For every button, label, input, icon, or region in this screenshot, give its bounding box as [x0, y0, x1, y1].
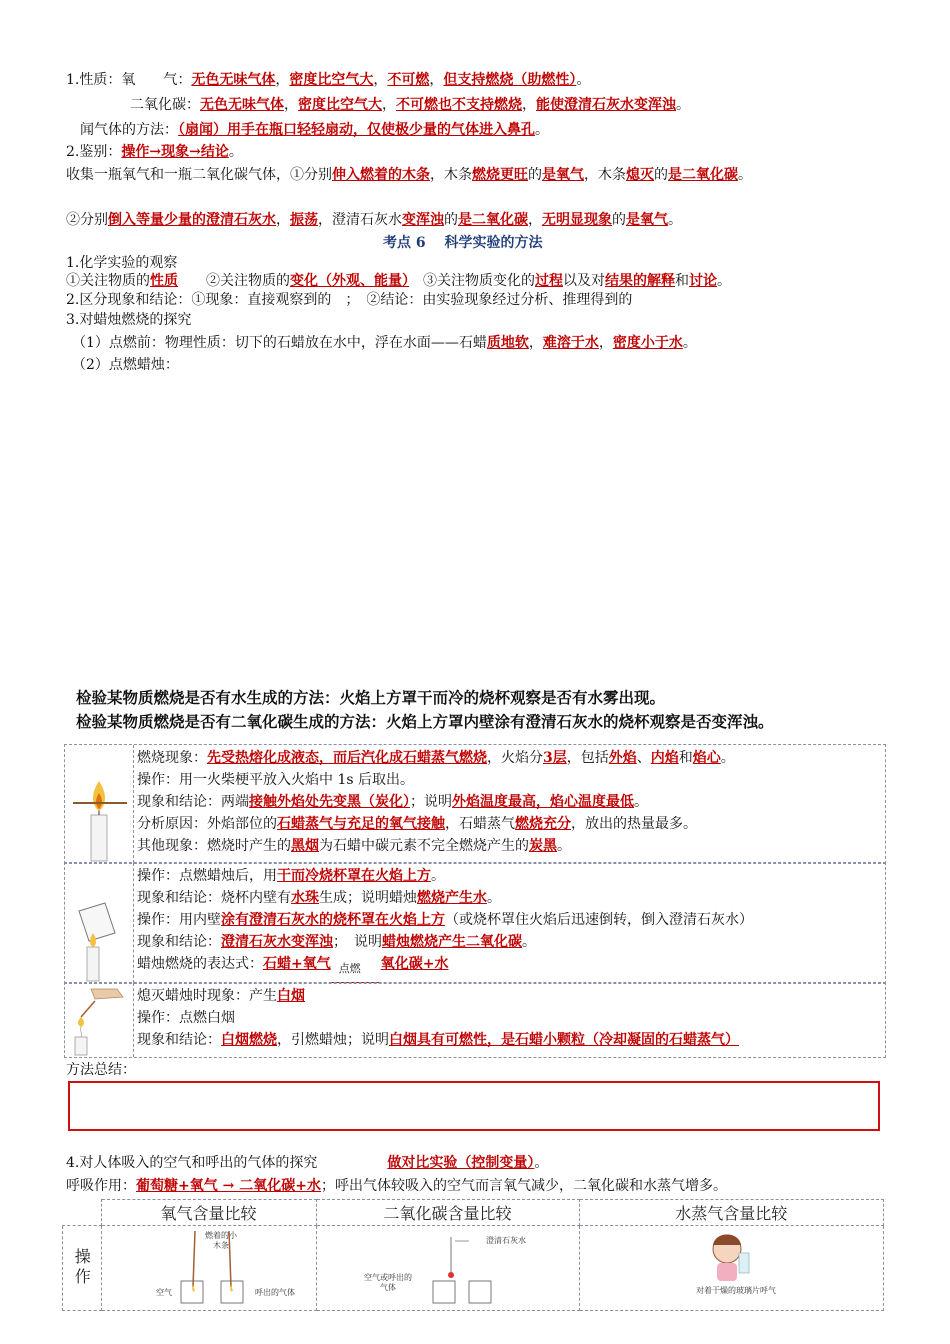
water-test-method: 检验某物质燃烧是否有水生成的方法：火焰上方罩干而冷的烧杯观察是否有水雾出现。: [76, 688, 666, 707]
answer: 不可燃也不支持燃烧: [396, 97, 522, 113]
beaker-over-candle-icon: [65, 863, 133, 983]
water-vapor-experiment-cell: [579, 1226, 884, 1311]
answer: （扇闻）用手在瓶口轻轻扇动，仅使极少量的气体进入鼻孔: [178, 122, 535, 138]
observation-title: 1.化学实验的观察: [66, 255, 178, 271]
candle-match-image: [65, 745, 134, 863]
label: 闻气体的方法：: [80, 122, 178, 138]
identify-method-2: ②分别倒入等量少量的澄清石灰水，振荡，澄清石灰水变浑浊的是二氧化碳，无明显现象的是氧气。: [66, 212, 682, 228]
lit-title: （2）点燃蜡烛：: [72, 357, 179, 373]
limewater-bottles-icon: [323, 1227, 573, 1305]
img-label-limewater: 澄清石灰水: [485, 1236, 526, 1245]
answer: 但支持燃烧（助燃性）: [443, 72, 577, 88]
co2-experiment-cell: [316, 1226, 579, 1311]
table-header: 二氧化碳含量比较: [316, 1200, 579, 1226]
summary-answer-box[interactable]: [68, 1081, 880, 1131]
answer: 操作→现象→结论: [121, 144, 229, 160]
table-corner: [63, 1200, 102, 1226]
smoke-text: 熄灭蜡烛时现象：产生白烟 操作：点燃白烟 现象和结论：白烟燃烧，引燃蜡烛；说明白烟具有可燃性，是石蜡小颗粒（冷却凝固的石蜡蒸气）: [137, 988, 739, 1048]
answer: 无色无味气体: [200, 97, 284, 113]
identify-method-1: 收集一瓶氧气和一瓶二氧化碳气体，①分别伸入燃着的木条，木条燃烧更旺的是氧气，木条熄灭的是二氧化碳。: [66, 167, 752, 183]
co2-test-method: 检验某物质燃烧是否有二氧化碳生成的方法：火焰上方罩内壁涂有澄清石灰水的烧杯观察是否变浑浊。: [76, 712, 774, 731]
answer: 无色无味气体: [191, 72, 276, 88]
before-lighting-line: （1）点燃前：物理性质：切下的石蜡放在水中，浮在水面——石蜡质地软，难溶于水，密度小于水。: [72, 335, 697, 351]
img-label-stick: 燃着的小木条: [204, 1231, 237, 1250]
section-heading: 考点 6 科学实验的方法: [383, 235, 543, 251]
img-label-exhaled: 呼出的气体: [254, 1288, 295, 1297]
row-label: 操作: [63, 1226, 102, 1311]
observation-line: ①关注物质的性质 ②关注物质的变化（外观、能量） ③关注物质变化的过程以及对结果的解释和讨论。: [66, 273, 731, 289]
candle-title: 3.对蜡烛燃烧的探究: [66, 312, 192, 328]
table-header: 氧气含量比较: [101, 1200, 316, 1226]
table-header: 水蒸气含量比较: [579, 1200, 884, 1226]
img-label-air: 空气: [155, 1288, 172, 1297]
label: 2.鉴别：: [66, 144, 122, 160]
identify-line: 2.鉴别：操作→现象→结论。: [66, 144, 243, 160]
label: 二氧化碳：: [130, 97, 200, 113]
flame-text: 燃烧现象：先受热熔化成液态，而后汽化成石蜡蒸气燃烧，火焰分3层，包括外焰、内焰和焰心。 操作：用一火柴梗平放入火焰中 1s 后取出。 现象和结论：两端接触外焰处先变黑（炭化）；说明外焰温度最高，焰心温度最低。 分析原因：外焰部位的石蜡蒸气与充足的氧气接触，石蜡蒸气燃烧充分，放出的热量最多。 其他现象：燃烧时产生的黑烟为石蜡中碳元素不完全燃烧产生的炭黑。: [137, 750, 735, 854]
answer: 密度比空气大: [289, 72, 374, 88]
answer: 能使澄清石灰水变浑浊: [536, 97, 676, 113]
comparison-table: [62, 1199, 884, 1311]
distinguish-line: 2.区分现象和结论：①现象：直接观察到的 ； ②结论：由实验现象经过分析、推理得到的: [66, 292, 633, 308]
summary-label: 方法总结：: [66, 1062, 136, 1078]
extinguished-candle-icon: [65, 983, 133, 1057]
respiration-line: 呼吸作用：葡萄糖+氧气 → 二氧化碳+水；呼出气体较吸入的空气而言氧气减少，二氧化碳和水蒸气增多。: [66, 1178, 727, 1194]
experiment-row-smoke: [64, 982, 886, 1058]
answer: 不可燃: [387, 72, 430, 88]
property-oxygen-line: 1.性质：氧 气：无色无味气体，密度比空气大，不可燃，但支持燃烧（助燃性）。: [66, 72, 591, 88]
property-co2-line: 二氧化碳：无色无味气体，密度比空气大，不可燃也不支持燃烧，能使澄清石灰水变浑浊。: [130, 97, 690, 113]
label: 1.性质：氧 气：: [66, 72, 192, 88]
girl-breathing-icon: [631, 1227, 831, 1305]
bottles-with-stick-icon: [109, 1227, 309, 1305]
experiment-row-flame: [64, 744, 886, 864]
experiment-row-products: [64, 862, 886, 984]
reaction-condition: 点燃: [338, 962, 361, 975]
smell-method-line: 闻气体的方法：（扇闻）用手在瓶口轻轻扇动，仅使极少量的气体进入鼻孔。: [80, 122, 549, 138]
img-label-breath-glass: 对着干燥的玻璃片呼气: [696, 1286, 777, 1295]
answer: 密度比空气大: [298, 97, 382, 113]
breath-experiment-title: 4.对人体吸入的空气和呼出的气体的探究 做对比实验（控制变量）。: [66, 1155, 549, 1171]
img-label-air-or-exhaled: 空气或呼出的气体: [363, 1273, 412, 1292]
smoke-image: [65, 983, 134, 1057]
beaker-image: [65, 863, 134, 983]
candle-icon: [65, 745, 133, 863]
oxygen-experiment-cell: [101, 1226, 316, 1311]
products-text: 操作：点燃蜡烛后，用干而冷烧杯罩在火焰上方。 现象和结论：烧杯内壁有水珠生成；说明蜡烛燃烧产生水。 操作：用内壁涂有澄清石灰水的烧杯罩在火焰上方（或烧杯罩住火焰后迅速倒转，倒入澄清石灰水） 现象和结论：澄清石灰水变浑浊； 说明蜡烛燃烧产生二氧化碳。 蜡烛燃烧的表达式：石蜡+氧气 点燃 氧化碳+水: [137, 865, 753, 975]
